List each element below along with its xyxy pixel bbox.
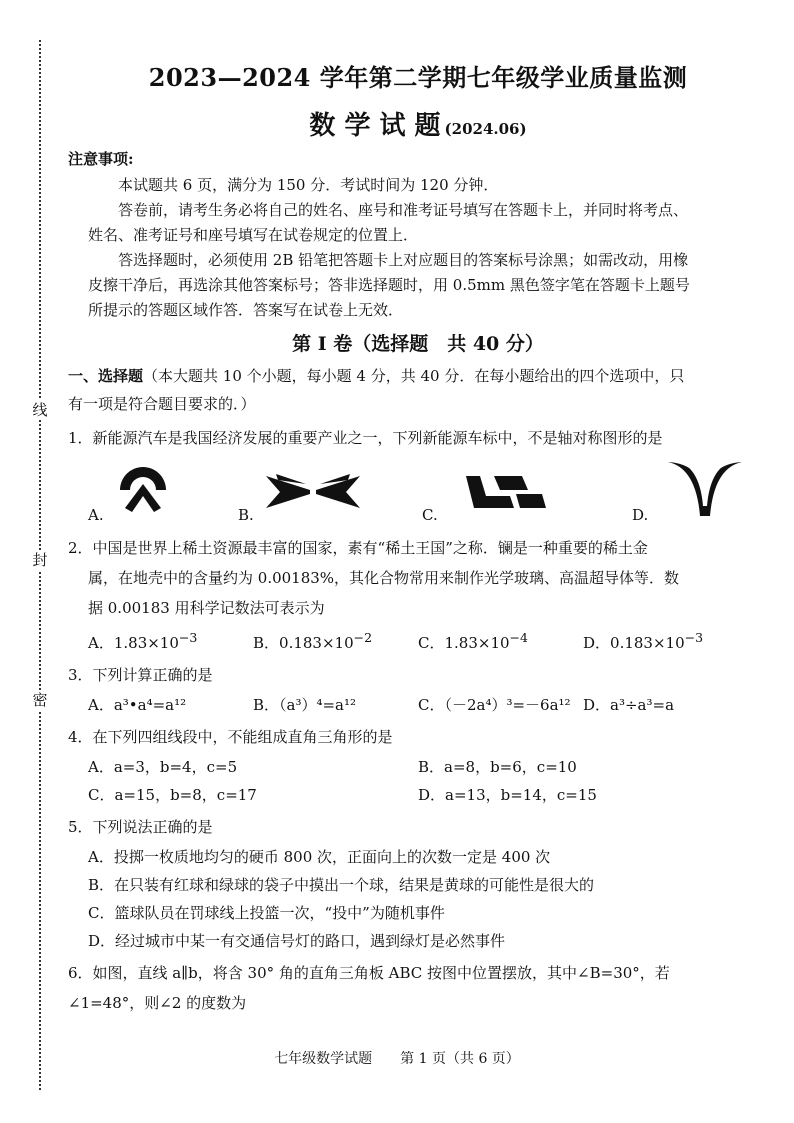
exam-title: 2023—2024 学年第二学期七年级学业质量监测 <box>148 63 688 92</box>
question-3-stem: 3．下列计算正确的是 <box>68 666 213 684</box>
question-2-line-3: 据 0.00183 用科学记数法可表示为 <box>88 599 325 617</box>
question-6-line-1: 6．如图，直线 a∥b，将含 30° 角的直角三角板 ABC 按图中位置摆放，其中∠B=30°，若 <box>68 964 670 982</box>
q2-option-a: A．$1.83\times 10^{-3}$ <box>88 630 198 652</box>
binding-mark-line: 线 <box>30 400 50 420</box>
question-6-line-2: ∠1=48°，则∠2 的度数为 <box>68 994 247 1012</box>
q3-option-c: C．（－2a⁴）³=－6a¹² <box>418 696 571 714</box>
notice-line-1: 本试题共 6 页，满分为 150 分．考试时间为 120 分钟． <box>118 176 499 194</box>
q1-option-c-label: C. <box>422 506 438 524</box>
section-intro <box>68 362 748 418</box>
notice-line-3: 姓名、准考证号和座号填写在试卷规定的位置上． <box>88 226 419 244</box>
q5-option-c: C．篮球队员在罚球线上投篮一次，“投中”为随机事件 <box>88 904 445 922</box>
notice-line-2: 答卷前，请考生务必将自己的姓名、座号和准考证号填写在答题卡上，并同时将考点、 <box>118 201 689 219</box>
q4-option-a: A．a=3，b=4，c=5 <box>88 758 238 776</box>
binding-mark-seal: 封 <box>30 550 50 570</box>
part1-title: 第 I 卷（选择题 共 40 分） <box>292 333 544 355</box>
question-1-options <box>88 456 748 530</box>
subject-name: 数 学 试 题 <box>309 111 441 141</box>
binding-line <box>30 40 50 1090</box>
q3-option-a: A．a³•a⁴=a¹² <box>88 696 187 714</box>
notice-heading: 注意事项: <box>68 150 134 168</box>
notice-line-5: 皮擦干净后，再选涂其他答案标号；答非选择题时，用 0.5mm 黑色签字笔在答题卡上题号 <box>88 276 690 294</box>
notice-line-4: 答选择题时，必须使用 2B 铅笔把答题卡上对应题目的答案标号涂黑；如需改动，用橡 <box>118 251 689 269</box>
wing-logo-icon <box>666 458 744 518</box>
q2-option-c: C．$1.83\times 10^{-4}$ <box>418 630 528 652</box>
section-label: 一、选择题 <box>68 367 144 385</box>
q1-option-d-label: D. <box>632 506 649 524</box>
q4-option-d: D．a=13，b=14，c=15 <box>418 786 597 804</box>
subject-title <box>88 105 748 142</box>
question-3-options <box>88 691 748 719</box>
q1-option-b-label: B. <box>238 506 254 524</box>
q3-option-b: B．（a³）⁴=a¹² <box>253 696 357 714</box>
q2-option-d: D．$0.183\times 10^{-3}$ <box>583 630 704 652</box>
q4-option-b: B．a=8，b=6，c=10 <box>418 758 577 776</box>
xpeng-logo-icon <box>266 472 360 512</box>
question-2-line-1: 2．中国是世界上稀土资源最丰富的国家，素有“稀土王国”之称．镧是一种重要的稀土金 <box>68 539 648 557</box>
question-2-line-2: 属，在地壳中的含量约为 0.00183%，其化合物常用来制作光学玻璃、高温超导体等．数 <box>88 569 680 587</box>
exam-page <box>68 58 748 1019</box>
q1-option-a-label: A. <box>88 506 104 524</box>
question-2-options <box>88 624 748 657</box>
lynk-logo-icon <box>466 472 546 512</box>
question-5-stem: 5．下列说法正确的是 <box>68 818 213 836</box>
q3-option-d: D．a³÷a³=a <box>583 696 675 714</box>
section-intro-2: 有一项是符合题目要求的．） <box>68 395 256 413</box>
q2-option-b: B．$0.183\times 10^{-2}$ <box>253 630 373 652</box>
binding-mark-close: 密 <box>30 690 50 710</box>
section-intro-1: （本大题共 10 个小题，每小题 4 分，共 40 分．在每小题给出的四个选项中，只 <box>143 367 685 385</box>
notice-line-6: 所提示的答题区域作答．答案写在试卷上无效． <box>88 301 404 319</box>
question-1-stem: 1．新能源汽车是我国经济发展的重要产业之一，下列新能源车标中，不是轴对称图形的是 <box>68 429 663 447</box>
q5-option-b: B．在只装有红球和绿球的袋子中摸出一个球，结果是黄球的可能性是很大的 <box>88 876 595 894</box>
question-4-options-row-1 <box>88 753 748 781</box>
question-4-options-row-2 <box>88 781 748 809</box>
q5-option-d: D．经过城市中某一有交通信号灯的路口，遇到绿灯是必然事件 <box>88 932 506 950</box>
q4-option-c: C．a=15，b=8，c=17 <box>88 786 257 804</box>
q5-option-a: A．投掷一枚质地均匀的硬币 800 次，正面向上的次数一定是 400 次 <box>88 848 551 866</box>
page-footer: 七年级数学试题 第 1 页（共 6 页） <box>274 1051 520 1067</box>
exam-date: (2024.06) <box>444 120 527 138</box>
question-4-stem: 4．在下列四组线段中，不能组成直角三角形的是 <box>68 728 393 746</box>
nio-logo-icon <box>116 462 170 514</box>
